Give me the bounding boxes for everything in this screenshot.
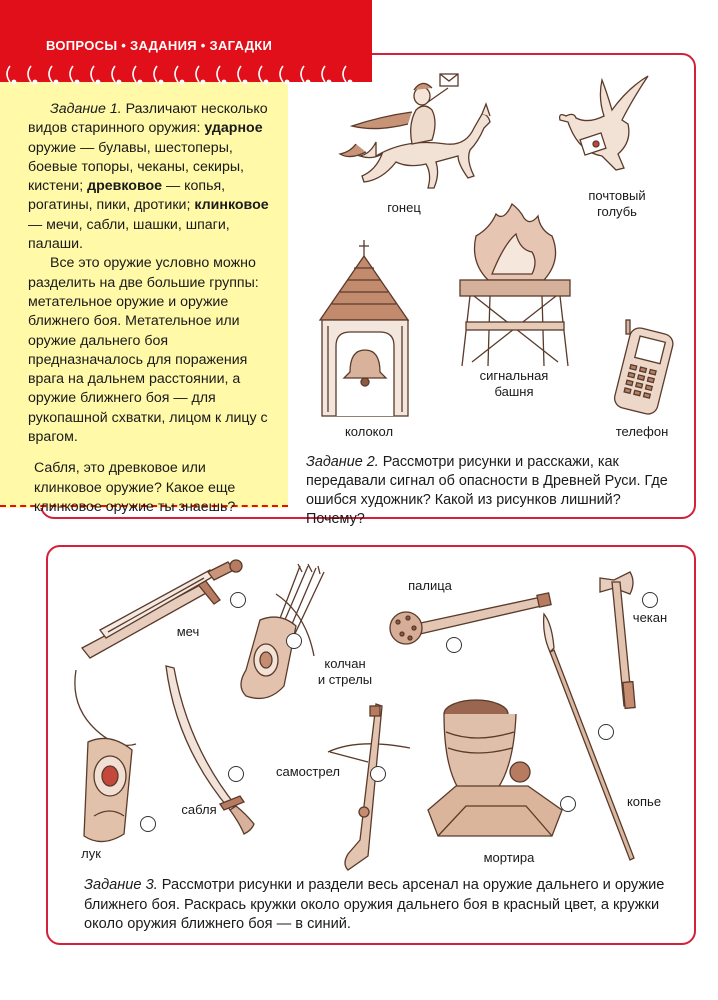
crossbow-illustration — [324, 702, 414, 872]
task1-s1: Различают несколько видов старинного оружия: — [28, 101, 268, 137]
phone-illustration — [614, 318, 670, 414]
term-drevkovoe: древковое — [87, 178, 163, 195]
task1-s3: — копья, рогатины, пики, дротики; — [28, 178, 226, 214]
caption-mace: палица — [408, 578, 452, 593]
signal-tower-illustration — [452, 204, 576, 368]
caption-bell: колокол — [344, 424, 394, 439]
task1-paragraph2: Все это оружие условно можно разделить на две большие группы: метательное оружие и оружие ближнего боя. Метательное или оружие дальнего боя предназначалось для поражения врага на дальнем расстоянии, а оружие ближнего боя — для рукопашной схватки, лицом к лицу с врагом. — [28, 255, 268, 446]
caption-sword: меч — [176, 624, 200, 639]
chekan-color-circle[interactable] — [642, 592, 658, 608]
caption-messenger: гонец — [387, 200, 421, 215]
caption-crossbow: самострел — [276, 764, 340, 779]
caption-pigeon-line1: почтовый — [588, 188, 646, 203]
task1-s4: — мечи, сабли, шашки, шпаги, палаши. — [28, 216, 230, 253]
caption-bow: лук — [81, 846, 101, 861]
task1-s2: оружие — булавы, шестоперы, боевые топоры, чеканы, секиры, кистени; — [28, 139, 244, 195]
term-udarnoe: ударное — [204, 120, 263, 137]
caption-spear: копье — [626, 794, 662, 809]
caption-chekan: чекан — [632, 610, 668, 625]
caption-phone: телефон — [615, 424, 669, 439]
task2-text — [306, 453, 682, 529]
mace-illustration — [388, 594, 556, 650]
task2-body: Рассмотри рисунки и расскажи, как передавали сигнал об опасности в Древней Руси. Где ошибся художник? Какой из рисунков лишний? Почему? — [306, 454, 668, 527]
header-title: ВОПРОСЫ • ЗАДАНИЯ • ЗАГАДКИ — [46, 38, 273, 53]
bell-tower-illustration — [318, 240, 412, 418]
bow-color-circle[interactable] — [140, 816, 156, 832]
task2-label: Задание 2. — [306, 454, 379, 470]
crossbow-color-circle[interactable] — [370, 766, 386, 782]
caption-tower-line1: сигнальная — [479, 368, 549, 383]
task3-text — [84, 876, 696, 935]
task3-label: Задание 3. — [84, 877, 158, 893]
mace-color-circle[interactable] — [446, 637, 462, 653]
caption-mortar: мортира — [483, 850, 535, 865]
caption-pigeon-line2: голубь — [597, 204, 637, 219]
pigeon-illustration — [556, 70, 648, 174]
spiral-binding — [0, 62, 372, 88]
caption-quiver-line1: колчан — [324, 656, 366, 671]
task1-text — [28, 100, 272, 517]
spear-illustration — [540, 612, 640, 862]
task3-body: Рассмотри рисунки и раздели весь арсенал на оружие дальнего и оружие ближнего боя. Раскрась кружки около оружия дальнего боя в красный цвет, а кружки около оружия ближнего боя — в синий. — [84, 877, 665, 932]
task1-question: Сабля, это древковое или клинковое оружие? Какое еще клинковое оружие ты знаешь? — [34, 460, 236, 515]
caption-tower-line2: башня — [494, 384, 534, 399]
task1-label: Задание 1. — [50, 101, 122, 117]
quiver-color-circle[interactable] — [286, 633, 302, 649]
messenger-illustration — [336, 72, 494, 200]
caption-sabre: сабля — [181, 802, 217, 817]
sabre-color-circle[interactable] — [228, 766, 244, 782]
sword-illustration — [78, 560, 248, 656]
spear-color-circle[interactable] — [598, 724, 614, 740]
caption-quiver-line2: и стрелы — [317, 672, 373, 687]
term-klinkovoe: клинковое — [194, 197, 269, 214]
